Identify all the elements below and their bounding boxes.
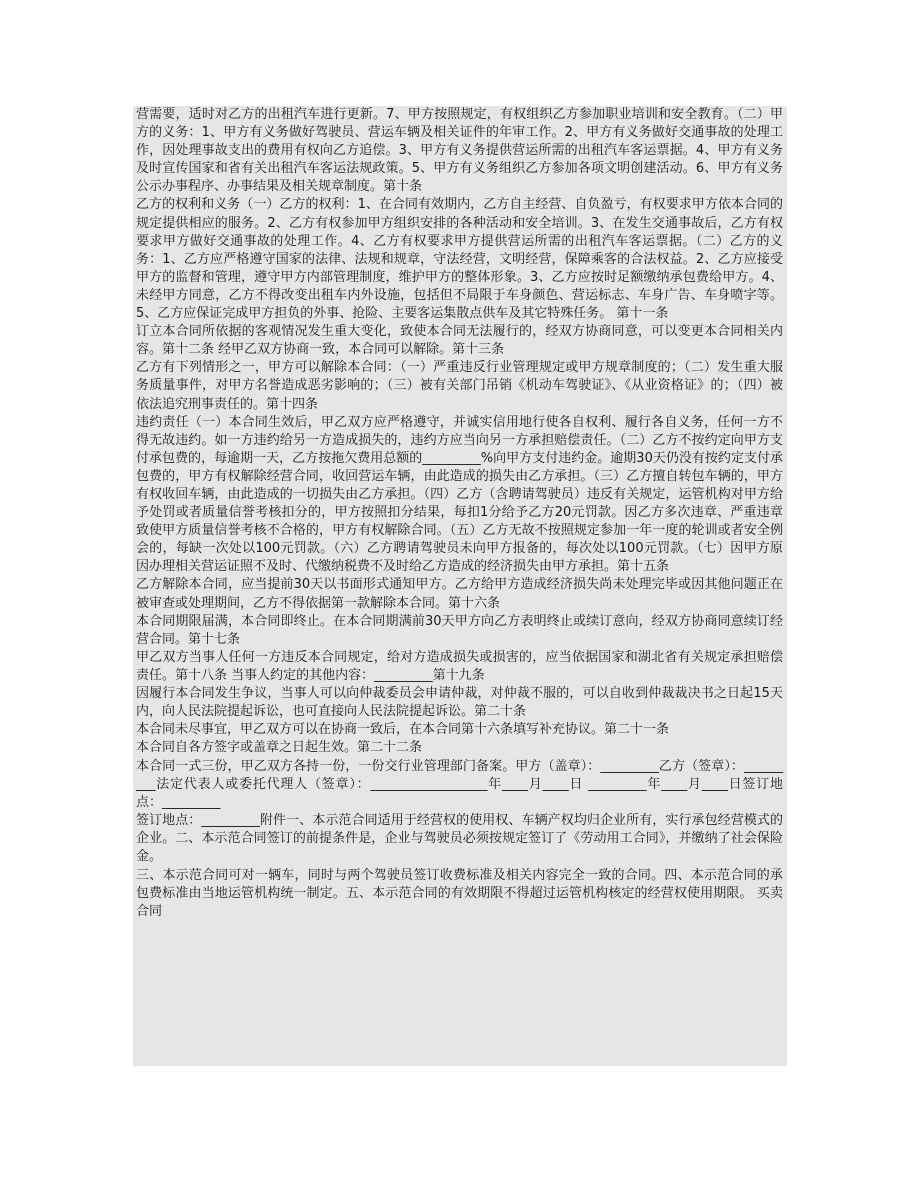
paragraph-article-17: 甲乙双方当事人任何一方违反本合同规定，给对方造成损失或损害的，应当依据国家和湖北省有关规定承担赔偿责任。第十八条 当事人约定的其他内容：_________第十九条 xyxy=(136,649,783,683)
paragraph-article-15: 乙方解除本合同，应当提前30天以书面形式通知甲方。乙方给甲方造成经济损失尚未处理完毕或因其他问题正在被审查或处理期间，乙方不得依据第一款解除本合同。第十六条 xyxy=(136,577,783,611)
paragraph-article-19: 因履行本合同发生争议，当事人可以向仲裁委员会申请仲裁，对仲裁不服的，可以自收到仲裁裁决书之日起15天内，向人民法院提起诉讼，也可直接向人民法院提起诉讼。第二十条 xyxy=(136,686,783,720)
paragraph-article-10: 乙方的权利和义务（一）乙方的权利：1、在合同有效期内，乙方自主经营、自负盈亏，有权要求甲方依本合同的规定提供相应的服务。2、乙方有权参加甲方组织安排的各种活动和安全培训。3、在发生交通事故后，乙方有权要求甲方做好交通事故的处理工作。4、乙方有权要求甲方提供营运所需的出租汽车客运票据。（二）乙方的义务：1、乙方应严格遵守国家的法律、法规和规章，守法经营，文明经营，保障乘客的合法权益。2、乙方应接受甲方的监督和管理，遵守甲方内部管理制度，维护甲方的整体形象。3、乙方应按时足额缴纳承包费给甲方。4、未经甲方同意，乙方不得改变出租车内外设施，包括但不局限于车身颜色、营运标志、车身广告、车身喷字等。5、乙方应保证完成甲方担负的外事、抢险、主要客运集散点供车及其它特殊任务。 第十一条 xyxy=(136,197,783,322)
paragraph-article-9-continued: 营需要，适时对乙方的出租汽车进行更新。7、甲方按照规定，有权组织乙方参加职业培训和安全教育。（二）甲方的义务：1、甲方有义务做好驾驶员、营运车辆及相关证件的年审工作。2、甲方有义务做好交通事故的处理工作，因处理事故支出的费用有权向乙方追偿。3、甲方有义务提供营运所需的出租汽车客运票据。4、甲方有义务及时宣传国家和省有关出租汽车客运法规政策。5、甲方有义务组织乙方参加各项文明创建活动。6、甲方有义务公示办事程序、办事结果及相关规章制度。第十条 xyxy=(136,107,783,195)
paragraph-article-13: 乙方有下列情形之一，甲方可以解除本合同：（一）严重违反行业管理规定或甲方规章制度的；（二）发生重大服务质量事件，对甲方名誉造成恶劣影响的；（三）被有关部门吊销《机动车驾驶证》、《从业资格证》的；（四）被依法追究刑事责任的。第十四条 xyxy=(136,360,783,412)
paragraph-article-20: 本合同未尽事宜，甲乙双方可以在协商一致后，在本合同第十六条填写补充协议。第二十一条 xyxy=(136,722,670,738)
paragraph-article-16: 本合同期限届满，本合同即终止。在本合同期满前30天甲方向乙方表明终止或续订意向，经双方协商同意续订经营合同。第十七条 xyxy=(136,613,783,647)
paragraph-signature: 本合同一式三份，甲乙双方各持一份，一份交行业管理部门备案。甲方（盖章）：_________乙方（签章）：_________法定代表人或委托代理人（签章）：__________________年____月____日 _________年____月____日签订地点：_________ xyxy=(136,759,783,811)
paragraph-article-11: 订立本合同所依据的客观情况发生重大变化，致使本合同无法履行的，经双方协商同意，可以变更本合同相关内容。第十二条 经甲乙双方协商一致，本合同可以解除。第十三条 xyxy=(136,324,783,358)
paragraph-article-21: 本合同自各方签字或盖章之日起生效。第二十二条 xyxy=(136,740,423,756)
paragraph-notes-1: 签订地点：_________附件一、本示范合同适用于经营权的使用权、车辆产权均归企业所有，实行承包经营模式的企业。二、本示范合同签订的前提条件是，企业与驾驶员必须按规定签订了《劳动用工合同》，并缴纳了社会保险金。 xyxy=(136,813,783,865)
paragraph-notes-2: 三、本示范合同可对一辆车，同时与两个驾驶员签订收费标准及相关内容完全一致的合同。四、本示范合同的承包费标准由当地运管机构统一制定。五、本示范合同的有效期限不得超过运管机构核定的经营权使用期限。 买卖合同 xyxy=(136,867,783,919)
contract-signature-and-notes-block xyxy=(133,758,787,1066)
paragraph-article-14: 违约责任（一）本合同生效后，甲乙双方应严格遵守，并诚实信用地行使各自权利、履行各自义务，任何一方不得无故违约。如一方违约给另一方造成损失的，违约方应当向另一方承担赔偿责任。（二）乙方不按约定向甲方支付承包费的，每逾期一天，乙方按拖欠费用总额的_________%向甲方支付违约金。逾期30天仍没有按约定支付承包费的，甲方有权解除经营合同，收回营运车辆，由此造成的损失由乙方承担。（三）乙方擅自转包车辆的，甲方有权收回车辆，由此造成的一切损失由乙方承担。（四）乙方（含聘请驾驶员）违反有关规定，运管机构对甲方给予处罚或者质量信誉考核扣分的，甲方按照扣分结果，每扣1分给予乙方20元罚款。因乙方多次违章、严重违章致使甲方质量信誉考核不合格的，甲方有权解除合同。（五）乙方无故不按照规定参加一年一度的轮训或者安全例会的，每缺一次处以100元罚款。（六）乙方聘请驾驶员未向甲方报备的，每次处以100元罚款。（七）因甲方原因办理相关营运证照不及时、代缴纳税费不及时给乙方造成的经济损失由甲方承担。第十五条 xyxy=(136,414,783,575)
contract-text-block xyxy=(133,106,787,758)
